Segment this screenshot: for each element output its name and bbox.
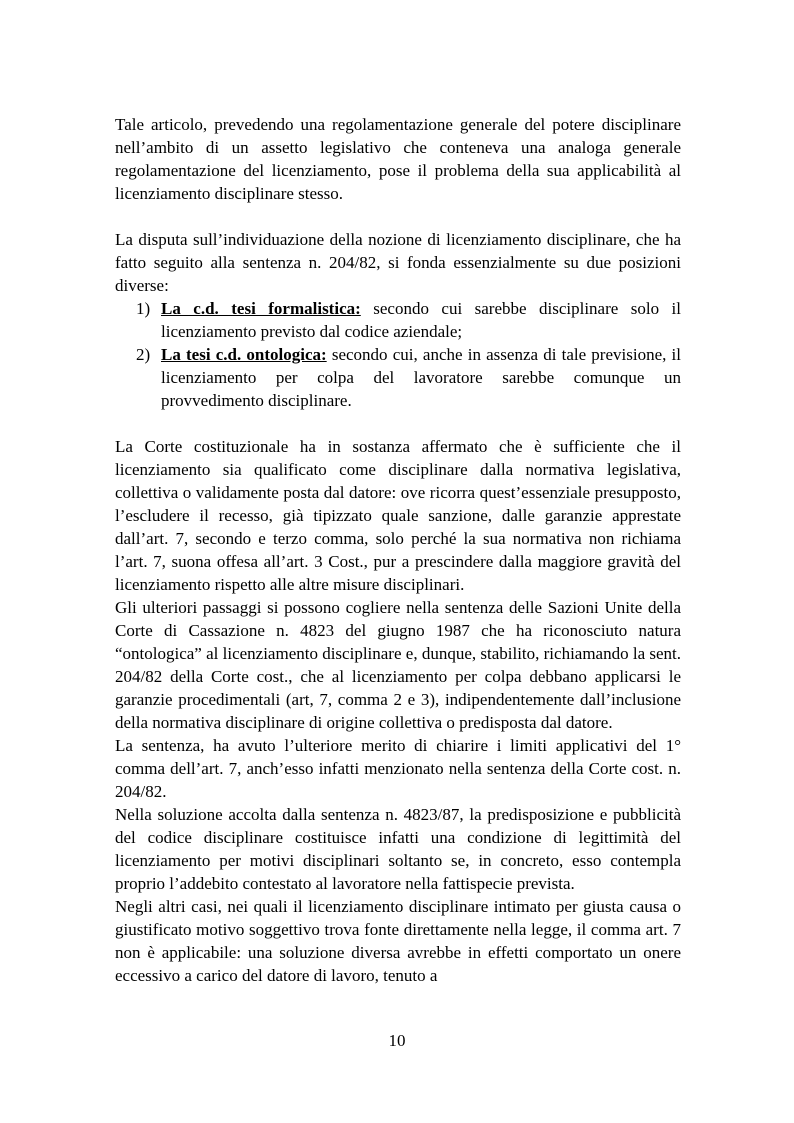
- paragraph-sezioni-unite: Gli ulteriori passaggi si possono cogliere nella sentenza delle Sazioni Unite della Corte di Cassazione n. 4823 del giugno 1987 che ha riconosciuto natura “ontologica” al licenziamento disciplinare e, dunque, stabilito, richiamando la sent. 204/82 della Corte cost., che al licenziamento per colpa debbano applicarsi le garanzie procedimentali (art, 7, comma 2 e 3), indipendentemente dall’inclusione della normativa disciplinare di origine collettiva o predisposta dal datore.: [115, 598, 682, 732]
- paragraph-corte-costituzionale: La Corte costituzionale ha in sostanza affermato che è sufficiente che il licenziamento sia qualificato come disciplinare dalla normativa legislativa, collettiva o validamente posta dal datore: ove ricorra quest’essenziale presupposto, l’escludere il recesso, già tipizzato quale sanzione, dalle garanzie apprestate dall’art. 7, secondo e terzo comma, solo perché la sua normativa non richiama l’art. 7, suona offesa all’art. 3 Cost., pur a prescindere dalla maggiore gravità del licenziamento rispetto alle altre misure disciplinari.: [115, 437, 681, 594]
- paragraph-codice-disciplinare: Nella soluzione accolta dalla sentenza n. 4823/87, la predisposizione e pubblicità del codice disciplinare costituisce infatti una condizione di legittimità del licenziamento per motivi disciplinari soltanto se, in concreto, esso contempla proprio l’addebito contestato al lavoratore nella fattispecie prevista.: [115, 805, 681, 893]
- intro-paragraph: Tale articolo, prevedendo una regolamentazione generale del potere disciplinare nell’ambito di un assetto legislativo che conteneva una analoga generale regolamentazione del licenziamento, pose il problema della sua applicabilità al licenziamento disciplinare stesso.: [115, 115, 681, 203]
- paragraph-altri-casi: Negli altri casi, nei quali il licenziamento disciplinare intimato per giusta causa o giustificato motivo soggettivo trova fonte direttamente nella legge, il comma art. 7 non è applicabile: una soluzione diversa avrebbe in effetti comportato un onere eccessivo a carico del datore di lavoro, tenuto a: [115, 897, 681, 985]
- list-marker: 1): [136, 299, 151, 318]
- positions-list: [115, 297, 681, 412]
- list-item-ontologica: [115, 343, 681, 412]
- list-item-text: secondo cui sarebbe disciplinare solo il licenziamento previsto dal codice aziendale;: [161, 299, 681, 341]
- paragraph-limiti-applicativi: La sentenza, ha avuto l’ulteriore merito di chiarire i limiti applicativi del 1° comma dell’art. 7, anch’esso infatti menzionato nella sentenza della Corte cost. n. 204/82.: [115, 736, 681, 801]
- list-item-formalistica: [115, 297, 681, 343]
- term-formalistica: La c.d. tesi formalistica:: [161, 299, 361, 318]
- page-number: 10: [388, 1031, 406, 1050]
- list-item-text: secondo cui, anche in assenza di tale previsione, il licenziamento per colpa del lavoratore sarebbe comunque un provvedimento disciplinare.: [161, 345, 681, 410]
- dispute-paragraph: La disputa sull’individuazione della nozione di licenziamento disciplinare, che ha fatto seguito alla sentenza n. 204/82, si fonda essenzialmente su due posizioni diverse:: [115, 230, 681, 295]
- list-marker: 2): [136, 345, 151, 364]
- term-ontologica: La tesi c.d. ontologica:: [161, 345, 327, 364]
- body-text: [115, 113, 681, 987]
